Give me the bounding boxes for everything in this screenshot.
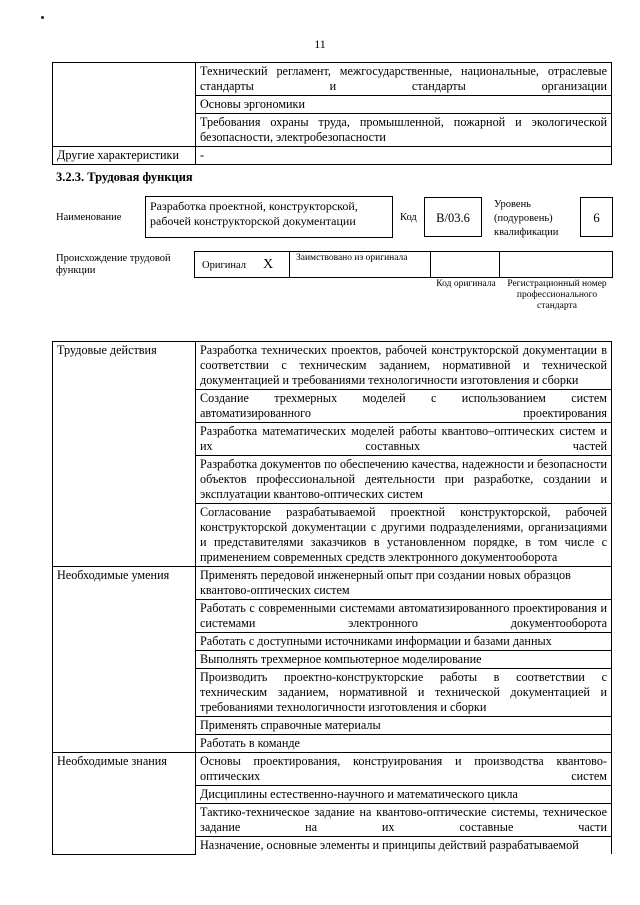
cell-item: Разработка математических моделей работы квантово–оптических систем и их составных частей bbox=[196, 423, 612, 456]
cell-item: Применять передовой инженерный опыт при создании новых образцов квантово-оптических систем bbox=[196, 567, 612, 600]
cell-item: Производить проектно-конструкторские работы в соответствии с техническим заданием, нормативной и технической документацией и требованиями технологичности изготовления и сборки bbox=[196, 669, 612, 717]
cell-item: Разработка технических проектов, рабочей конструкторской документации в соответствии с техническим заданием, нормативной и технической документацией и требованиями технологичности изготовления и сборки bbox=[196, 342, 612, 390]
cell-item: Выполнять трехмерное компьютерное моделирование bbox=[196, 651, 612, 669]
row-label: Необходимые умения bbox=[53, 567, 196, 753]
table-row bbox=[53, 342, 612, 390]
name-value: Разработка проектной, конструкторской, рабочей конструкторской документации bbox=[145, 196, 393, 238]
code-label: Код bbox=[400, 212, 417, 223]
table-row bbox=[53, 753, 612, 786]
level-label: Уровень (подуровень) квалификации bbox=[494, 199, 559, 238]
borrowed-label: Заимствовано из оригинала bbox=[289, 251, 431, 278]
section-heading: 3.2.3. Трудовая функция bbox=[56, 170, 193, 184]
cell-item: Основы проектирования, конструирования и производства квантово-оптических систем bbox=[196, 753, 612, 786]
page-number: 11 bbox=[314, 37, 326, 51]
original-label: Оригинал bbox=[202, 260, 246, 271]
code-value: B/03.6 bbox=[424, 197, 482, 237]
orig-code-cell bbox=[430, 251, 500, 278]
row-label: Другие характеристики bbox=[53, 147, 196, 165]
cell-item: Разработка документов по обеспечению качества, надежности и безопасности объектов профессиональной деятельности при разработке, создании и эксплуатации квантово-оптических систем bbox=[196, 456, 612, 504]
top-table bbox=[52, 62, 612, 165]
cell-item: Работать с доступными источниками информации и базами данных bbox=[196, 633, 612, 651]
cell-item: Требования охраны труда, промышленной, пожарной и экологической безопасности, электробезопасности bbox=[196, 114, 612, 147]
cell-item: - bbox=[196, 147, 612, 165]
table-row bbox=[53, 63, 612, 96]
level-value: 6 bbox=[580, 197, 613, 237]
cell-item: Работать в команде bbox=[196, 735, 612, 753]
cell-item: Технический регламент, межгосударственные, национальные, отраслевые стандарты и стандарты организации bbox=[196, 63, 612, 96]
row-label bbox=[53, 63, 196, 147]
reg-number-label: Регистрационный номер профессионального стандарта bbox=[507, 279, 607, 311]
row-label: Необходимые знания bbox=[53, 753, 196, 855]
table-row bbox=[53, 147, 612, 165]
name-label: Наименование bbox=[56, 212, 122, 223]
row-label: Трудовые действия bbox=[53, 342, 196, 567]
table-row bbox=[53, 567, 612, 600]
cell-item: Дисциплины естественно-научного и математического цикла bbox=[196, 786, 612, 804]
original-mark: X bbox=[263, 257, 274, 272]
scan-speck bbox=[41, 16, 44, 19]
cell-item: Назначение, основные элементы и принципы действий разрабатываемой bbox=[196, 837, 612, 855]
cell-item: Основы эргономики bbox=[196, 96, 612, 114]
cell-item: Согласование разрабатываемой проектной конструкторской, рабочей конструкторской документации с другими подразделениями, организациями и представителями заказчиков в установленном порядке, в том числе с применением современных средств электронного документооборота bbox=[196, 504, 612, 567]
cell-item: Тактико-техническое задание на квантово-оптические системы, техническое задание на их составные части bbox=[196, 804, 612, 837]
cell-item: Создание трехмерных моделей с использованием систем автоматизированного проектирования bbox=[196, 390, 612, 423]
orig-code-label: Код оригинала bbox=[436, 279, 496, 289]
main-table bbox=[52, 341, 612, 855]
reg-number-cell bbox=[499, 251, 613, 278]
cell-item: Применять справочные материалы bbox=[196, 717, 612, 735]
cell-item: Работать с современными системами автоматизированного проектирования и системами электронного документооборота bbox=[196, 600, 612, 633]
origin-label: Происхождение трудовой функции bbox=[56, 253, 171, 276]
original-cell bbox=[194, 251, 290, 278]
